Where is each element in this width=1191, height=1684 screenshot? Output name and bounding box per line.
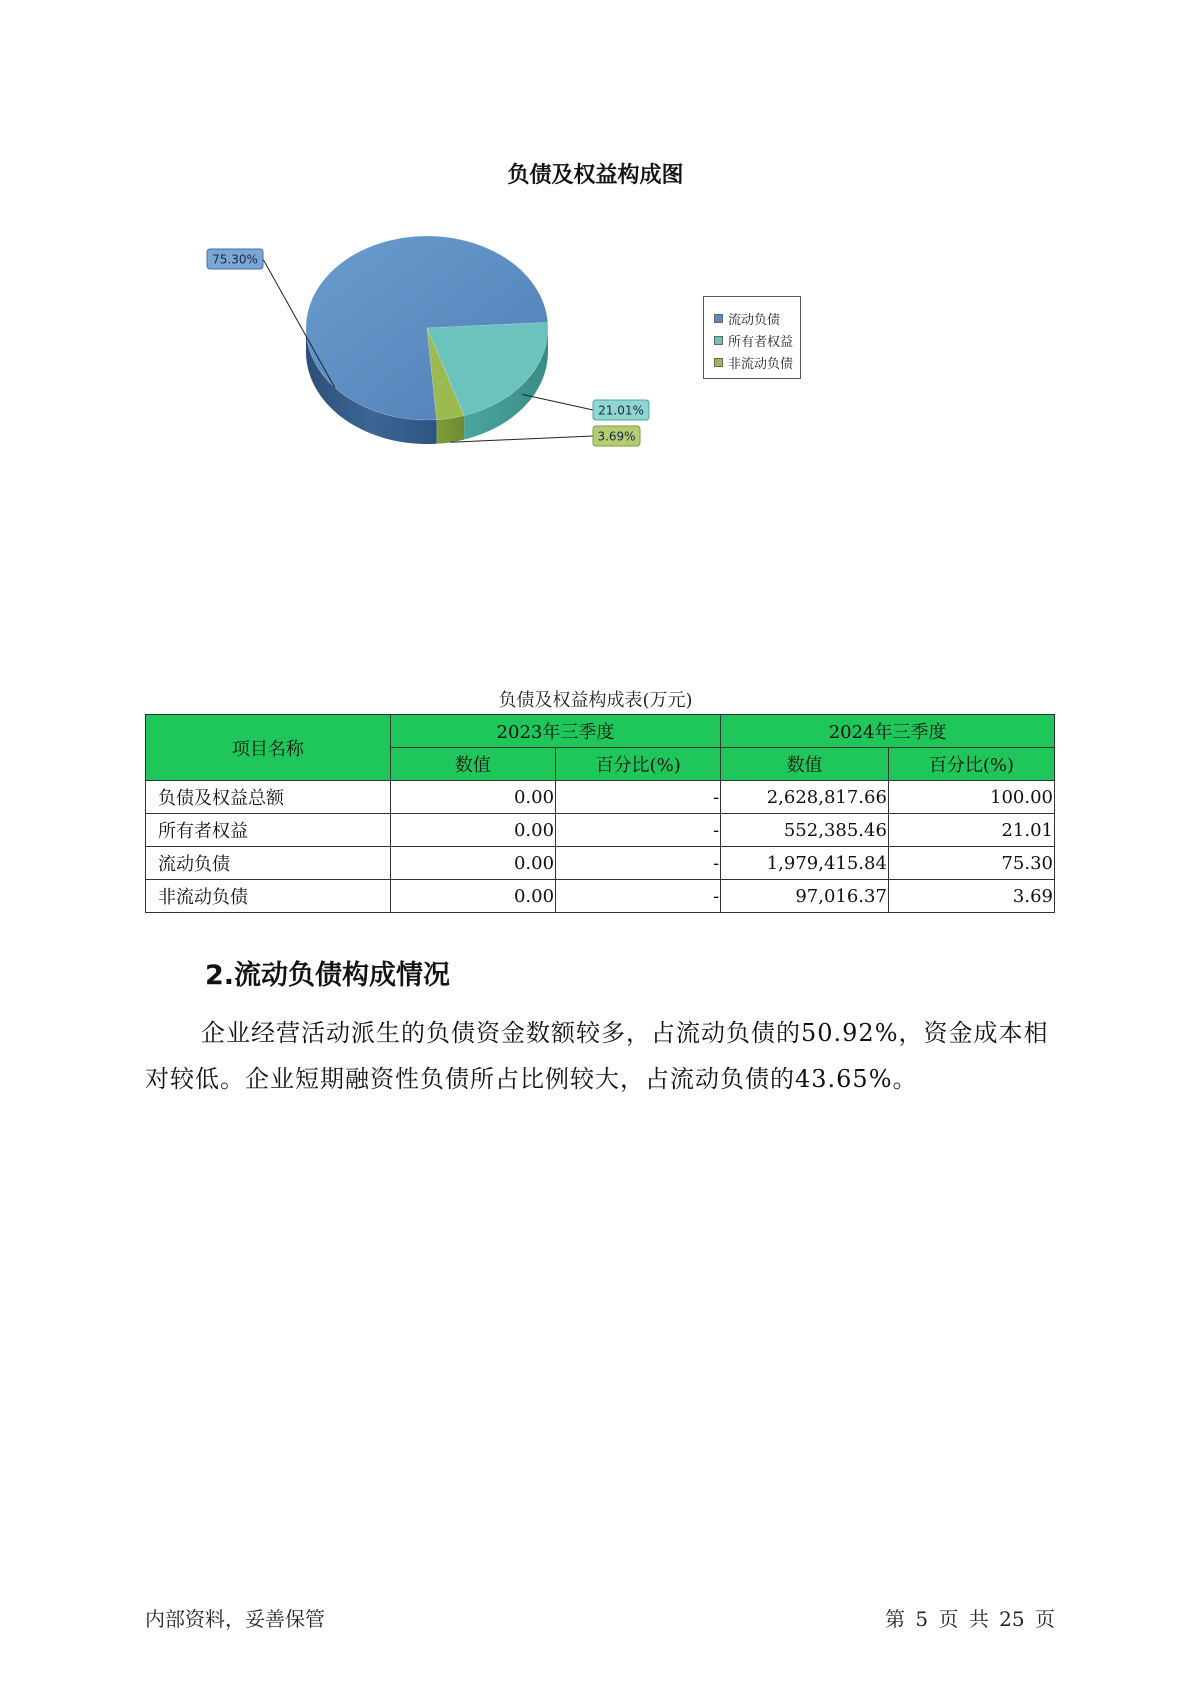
- row-name: 负债及权益总额: [146, 781, 391, 814]
- row-name: 所有者权益: [146, 814, 391, 847]
- table-row: [146, 781, 1055, 814]
- legend-label: 非流动负债: [728, 356, 794, 372]
- table-caption: 负债及权益构成表(万元): [498, 690, 693, 711]
- percent-2024: 75.30: [888, 847, 1054, 880]
- pie-leader-line: [522, 394, 593, 410]
- legend-swatch: [714, 358, 723, 367]
- composition-table: [145, 714, 1055, 913]
- header-percent: 百分比(%): [556, 748, 721, 781]
- value-2024: 1,979,415.84: [721, 847, 889, 880]
- table-row: [146, 847, 1055, 880]
- section-paragraph: 企业经营活动派生的负债资金数额较多，占流动负债的50.92%，资金成本相对较低。企业短期融资性负债所占比例较大，占流动负债的43.65%。: [145, 1019, 1049, 1093]
- header-value: 数值: [390, 748, 555, 781]
- table-row: [146, 814, 1055, 847]
- header-period-2023: 2023年三季度: [390, 715, 721, 748]
- section-heading: 2.流动负债构成情况: [205, 960, 451, 991]
- footer-confidential-note: 内部资料，妥善保管: [145, 1607, 325, 1631]
- chart-title: 负债及权益构成图: [507, 163, 684, 188]
- legend-swatch: [714, 336, 723, 345]
- chart-legend: [703, 296, 801, 379]
- row-name: 非流动负债: [146, 880, 391, 913]
- footer-page-number: 第 5 页 共 25 页: [885, 1607, 1055, 1631]
- value-2024: 2,628,817.66: [721, 781, 889, 814]
- header-item: 项目名称: [146, 715, 391, 781]
- percent-2023: -: [556, 814, 721, 847]
- header-value: 数值: [721, 748, 889, 781]
- legend-item: [714, 307, 800, 329]
- percent-2024: 3.69: [888, 880, 1054, 913]
- row-name: 流动负债: [146, 847, 391, 880]
- header-period-2024: 2024年三季度: [721, 715, 1055, 748]
- pie-data-label: 3.69%: [597, 429, 636, 444]
- percent-2023: -: [556, 847, 721, 880]
- percent-2023: -: [556, 880, 721, 913]
- legend-item: [714, 351, 800, 373]
- percent-2024: 21.01: [888, 814, 1054, 847]
- pie-chart: [0, 0, 1191, 520]
- pie-data-label: 75.30%: [212, 252, 258, 267]
- header-percent: 百分比(%): [888, 748, 1054, 781]
- pie-data-label: 21.01%: [598, 403, 644, 418]
- value-2023: 0.00: [390, 880, 555, 913]
- value-2023: 0.00: [390, 781, 555, 814]
- legend-label: 流动负债: [728, 312, 781, 328]
- value-2024: 552,385.46: [721, 814, 889, 847]
- percent-2023: -: [556, 781, 721, 814]
- legend-label: 所有者权益: [728, 334, 794, 350]
- value-2024: 97,016.37: [721, 880, 889, 913]
- percent-2024: 100.00: [888, 781, 1054, 814]
- value-2023: 0.00: [390, 847, 555, 880]
- pie-slice-side: [437, 416, 464, 444]
- legend-item: [714, 329, 800, 351]
- legend-swatch: [714, 314, 723, 323]
- table-row: [146, 880, 1055, 913]
- value-2023: 0.00: [390, 814, 555, 847]
